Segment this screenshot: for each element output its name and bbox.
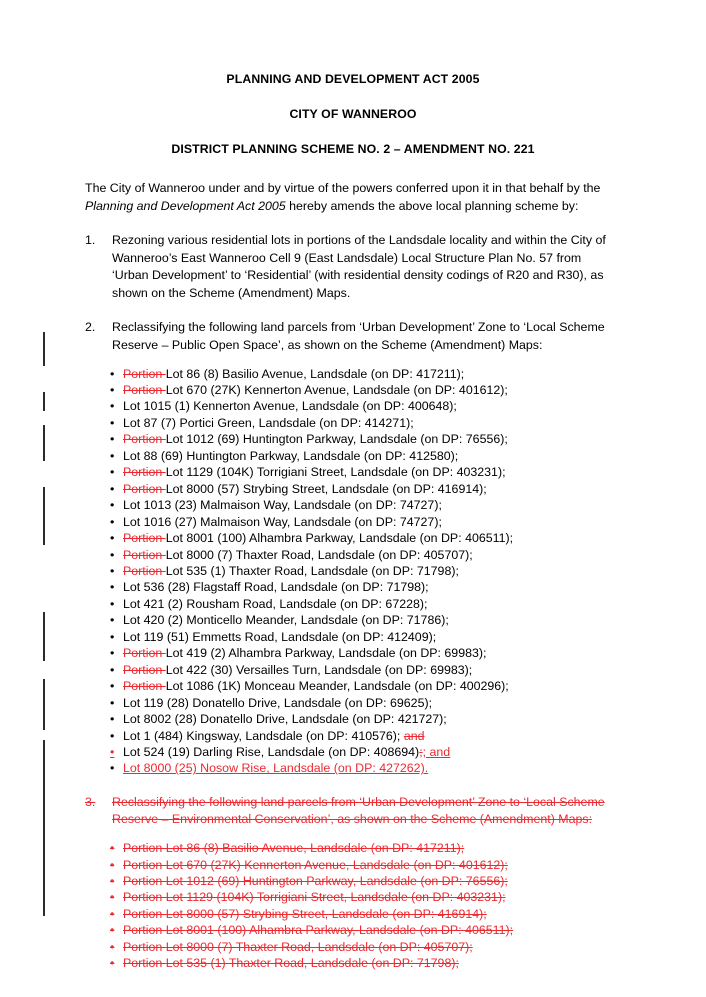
list-item <box>85 398 621 414</box>
change-bar <box>43 332 45 366</box>
list-item <box>85 464 621 480</box>
deleted-prefix: Portion <box>123 366 166 381</box>
list-item <box>85 678 621 694</box>
change-bar <box>43 679 45 730</box>
list-item <box>85 939 621 955</box>
list-item <box>85 579 621 595</box>
clause-number: 2. <box>85 320 96 335</box>
list-item <box>85 481 621 497</box>
intro-text-after: hereby amends the above local planning scheme by: <box>285 198 579 213</box>
bullet-icon <box>110 889 114 905</box>
parcel-text: Lot 1015 (1) Kennerton Avenue, Landsdale (on DP: 400648); <box>123 399 457 414</box>
change-bar <box>43 740 45 916</box>
deleted-prefix: Portion <box>123 432 166 447</box>
list-item <box>85 514 621 530</box>
bullet-icon <box>110 382 114 398</box>
bullet-icon <box>110 662 114 678</box>
bullet-icon <box>110 922 114 938</box>
list-item <box>85 889 621 905</box>
parcel-text: Lot 421 (2) Rousham Road, Landsdale (on DP: 67228); <box>123 596 428 611</box>
list-item <box>85 530 621 546</box>
change-bar <box>43 612 45 661</box>
page-title-authority: CITY OF WANNEROO <box>289 107 417 121</box>
bullet-icon <box>110 760 114 776</box>
deleted-prefix: Portion <box>123 465 166 480</box>
bullet-icon <box>110 596 114 612</box>
clause-list <box>85 232 621 972</box>
list-item <box>85 596 621 612</box>
parcel-text: Portion Lot 1129 (104K) Torrigiani Street, Landsdale (on DP: 403231); <box>123 890 506 905</box>
parcel-text: Portion Lot 86 (8) Basilio Avenue, Landsdale (on DP: 417211); <box>123 841 465 856</box>
parcel-text: Lot 88 (69) Huntington Parkway, Landsdale (on DP: 412580); <box>123 448 459 463</box>
bullet-icon <box>110 448 114 464</box>
list-item <box>85 955 621 971</box>
parcel-text: Lot 8002 (28) Donatello Drive, Landsdale (on DP: 421727); <box>123 712 447 727</box>
deleted-prefix: Portion <box>123 383 166 398</box>
bullet-icon <box>110 711 114 727</box>
list-item <box>85 760 621 776</box>
deleted-prefix: Portion <box>123 481 166 496</box>
deleted-prefix: Portion <box>123 564 166 578</box>
deleted-prefix: Portion <box>123 646 166 661</box>
clause-number: 3. <box>85 794 96 809</box>
parcel-text: Lot 1016 (27) Malmaison Way, Landsdale (on DP: 74727); <box>123 514 442 529</box>
list-item <box>85 629 621 645</box>
parcel-text: Portion Lot 8001 (100) Alhambra Parkway, Landsdale (on DP: 406511); <box>123 923 514 938</box>
bullet-icon <box>110 695 114 711</box>
bullet-icon <box>110 497 114 513</box>
page-title-scheme: DISTRICT PLANNING SCHEME NO. 2 – AMENDMENT NO. 221 <box>171 142 535 156</box>
parcel-text: Lot 536 (28) Flagstaff Road, Landsdale (on DP: 71798); <box>123 580 429 595</box>
bullet-icon <box>110 678 114 694</box>
bullet-icon <box>110 873 114 889</box>
clause-1 <box>85 232 621 302</box>
bullet-icon <box>110 398 114 414</box>
list-item <box>85 547 621 563</box>
bullet-icon <box>110 530 114 546</box>
parcel-text: Lot 8000 (57) Strybing Street, Landsdale (on DP: 416914); <box>165 481 487 496</box>
list-item <box>85 366 621 382</box>
parcel-list <box>85 366 621 777</box>
parcel-text: Portion Lot 670 (27K) Kennerton Avenue, Landsdale (on DP: 401612); <box>123 857 508 872</box>
bullet-icon <box>110 728 114 744</box>
parcel-text: Lot 535 (1) Thaxter Road, Landsdale (on DP: 71798); <box>165 564 459 578</box>
parcel-text: Lot 8001 (100) Alhambra Parkway, Landsdale (on DP: 406511); <box>165 531 514 546</box>
list-item <box>85 728 621 744</box>
deleted-prefix: Portion <box>123 679 166 694</box>
document-content <box>85 0 621 972</box>
parcel-text: Lot 1013 (23) Malmaison Way, Landsdale (on DP: 74727); <box>123 498 442 513</box>
parcel-text: Portion Lot 535 (1) Thaxter Road, Landsdale (on DP: 71798); <box>123 956 459 971</box>
deleted-prefix: Portion <box>123 531 166 546</box>
parcel-text: Lot 119 (28) Donatello Drive, Landsdale (on DP: 69625); <box>123 695 433 710</box>
parcel-text: Lot 1 (484) Kingsway, Landsdale (on DP: 410576); <box>123 728 404 743</box>
clause-text: Rezoning various residential lots in portions of the Landsdale locality and within the City of Wanneroo’s East Wanneroo Cell 9 (East Landsdale) Local Structure Plan No. 57 from ‘Urban Development’ to ‘Residential’ (with residential density codings of R20 and R30), as shown on the Scheme (Amendment) Maps. <box>112 233 606 300</box>
deleted-suffix: and <box>403 728 425 743</box>
list-item <box>85 906 621 922</box>
list-item <box>85 431 621 447</box>
parcel-list <box>85 840 621 972</box>
list-item <box>85 645 621 661</box>
inserted-suffix: ; and <box>422 744 451 759</box>
list-item <box>85 497 621 513</box>
change-bar <box>43 425 45 461</box>
bullet-icon <box>110 612 114 628</box>
clause-3 <box>85 794 621 829</box>
list-item <box>85 415 621 431</box>
parcel-text: Lot 87 (7) Portici Green, Landsdale (on DP: 414271); <box>123 415 414 430</box>
clause-number: 1. <box>85 233 96 247</box>
bullet-icon <box>110 547 114 563</box>
bullet-icon <box>110 629 114 645</box>
list-item <box>85 382 621 398</box>
parcel-text: Lot 8000 (25) Nosow Rise, Landsdale (on DP: 427262). <box>123 761 429 776</box>
parcel-text: Lot 419 (2) Alhambra Parkway, Landsdale (on DP: 69983); <box>165 646 487 661</box>
bullet-icon <box>110 514 114 530</box>
list-item <box>85 695 621 711</box>
list-item <box>85 711 621 727</box>
list-item <box>85 448 621 464</box>
bullet-icon <box>110 366 114 382</box>
parcel-text: Lot 420 (2) Monticello Meander, Landsdale (on DP: 71786); <box>123 613 449 628</box>
intro-paragraph <box>85 180 621 215</box>
parcel-text: Portion Lot 8000 (7) Thaxter Road, Landsdale (on DP: 405707); <box>123 939 473 954</box>
parcel-text: Lot 422 (30) Versailles Turn, Landsdale (on DP: 69983); <box>165 662 473 677</box>
deleted-prefix: Portion <box>123 547 166 562</box>
parcel-text: Lot 119 (51) Emmetts Road, Landsdale (on DP: 412409); <box>123 629 437 644</box>
parcel-text: Lot 524 (19) Darling Rise, Landsdale (on DP: 408694) <box>123 744 420 759</box>
bullet-icon <box>110 744 114 760</box>
parcel-text: Lot 670 (27K) Kennerton Avenue, Landsdale (on DP: 401612); <box>165 383 508 398</box>
parcel-text: Portion Lot 1012 (69) Huntington Parkway, Landsdale (on DP: 76556); <box>123 873 508 888</box>
bullet-icon <box>110 415 114 431</box>
parcel-text: Lot 86 (8) Basilio Avenue, Landsdale (on DP: 417211); <box>165 366 465 381</box>
list-item <box>85 612 621 628</box>
parcel-text: Lot 1086 (1K) Monceau Meander, Landsdale (on DP: 400296); <box>165 679 509 694</box>
bullet-icon <box>110 645 114 661</box>
bullet-icon <box>110 464 114 480</box>
intro-act-italic: Planning and Development Act 2005 <box>85 198 286 213</box>
bullet-icon <box>110 840 114 856</box>
bullet-icon <box>110 955 114 971</box>
parcel-text: Lot 1012 (69) Huntington Parkway, Landsdale (on DP: 76556); <box>165 432 508 447</box>
page-title-act: PLANNING AND DEVELOPMENT ACT 2005 <box>226 72 480 86</box>
list-item <box>85 857 621 873</box>
bullet-icon <box>110 857 114 873</box>
parcel-text: Lot 1129 (104K) Torrigiani Street, Landsdale (on DP: 403231); <box>165 465 506 480</box>
list-item <box>85 873 621 889</box>
bullet-icon <box>110 431 114 447</box>
deleted-prefix: Portion <box>123 662 166 677</box>
intro-text-before: The City of Wanneroo under and by virtue of the powers conferred upon it in that behalf by the <box>85 181 601 195</box>
change-bar <box>43 487 45 545</box>
change-bar <box>43 392 45 411</box>
list-item <box>85 922 621 938</box>
clause-2 <box>85 319 621 354</box>
clause-text: Reclassifying the following land parcels from ‘Urban Development’ Zone to ‘Local Scheme Reserve – Environmental Conservation’, as shown on the Scheme (Amendment) Maps: <box>112 794 605 827</box>
list-item <box>85 840 621 856</box>
bullet-icon <box>110 579 114 595</box>
bullet-icon <box>110 939 114 955</box>
clause-text: Reclassifying the following land parcels from ‘Urban Development’ Zone to ‘Local Scheme Reserve – Public Open Space’, as shown on the Scheme (Amendment) Maps: <box>112 320 605 352</box>
parcel-text: Lot 8000 (7) Thaxter Road, Landsdale (on DP: 405707); <box>165 547 473 562</box>
list-item <box>85 662 621 678</box>
list-item <box>85 744 621 760</box>
deleted-suffix: ; <box>419 744 423 759</box>
parcel-text: Portion Lot 8000 (57) Strybing Street, Landsdale (on DP: 416914); <box>123 906 487 921</box>
list-item <box>85 563 621 579</box>
bullet-icon <box>110 906 114 922</box>
bullet-icon <box>110 481 114 497</box>
bullet-icon <box>110 563 114 579</box>
